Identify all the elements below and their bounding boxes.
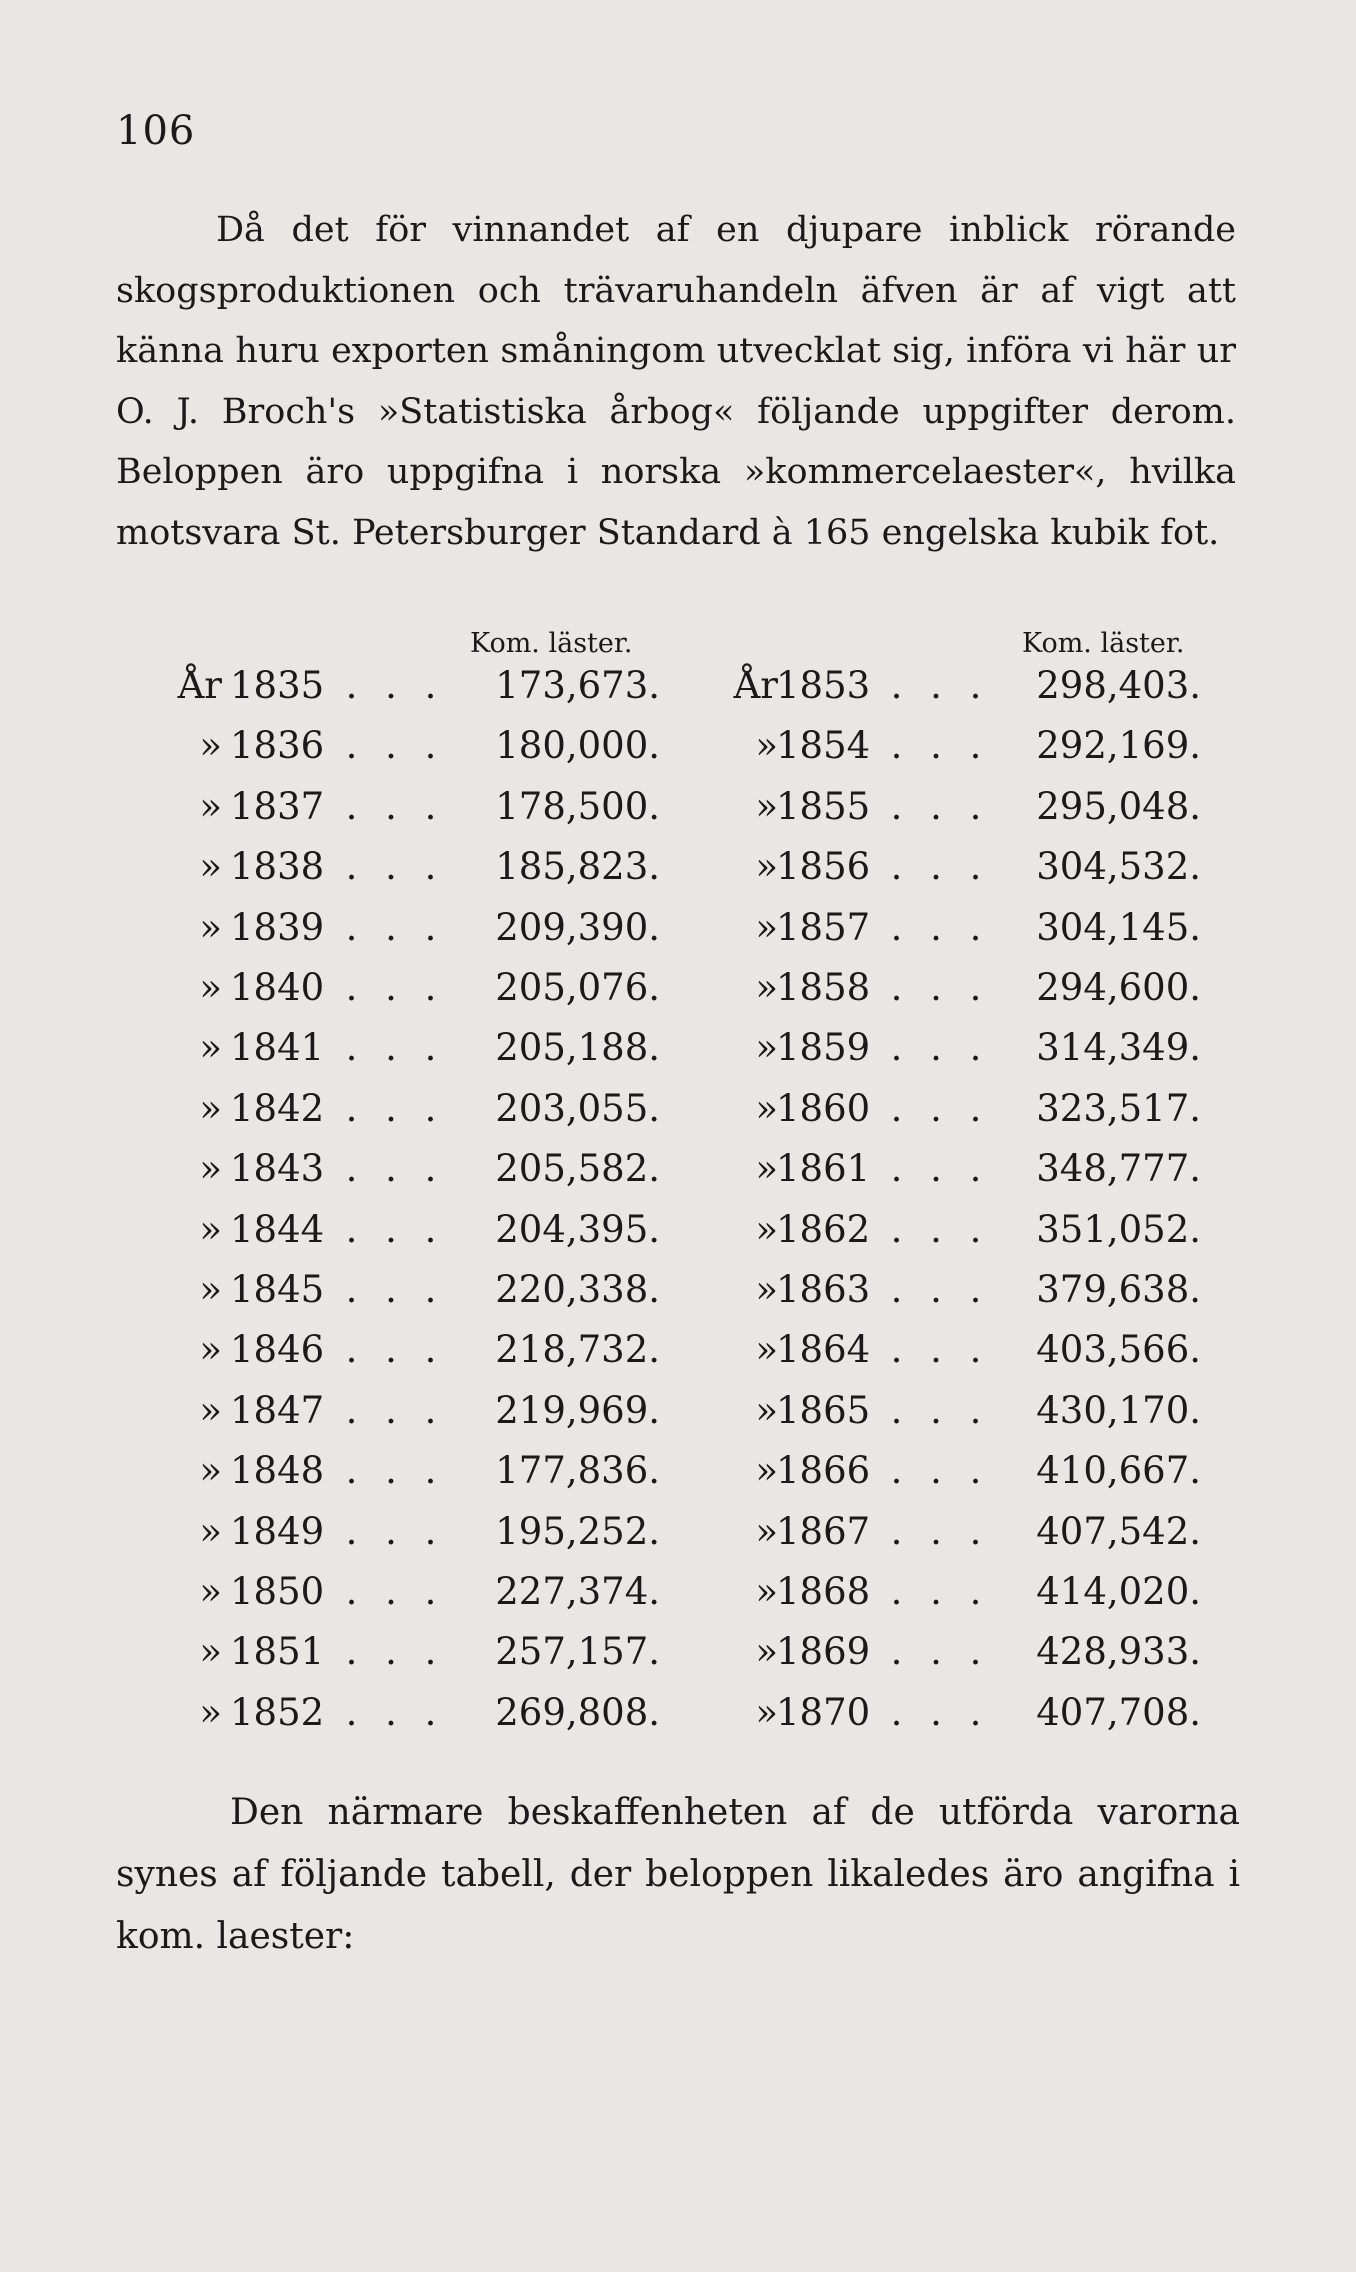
right-dots: . . .	[890, 1026, 990, 1070]
left-dots: . . .	[345, 1388, 445, 1432]
left-year: 1838	[230, 845, 325, 889]
left-dots: . . .	[345, 905, 445, 949]
right-year: 1869	[776, 1630, 871, 1674]
right-value: 351,052.	[1036, 1207, 1201, 1251]
column-header-right: Kom. läster.	[1022, 628, 1185, 659]
left-dots: . . .	[345, 664, 445, 707]
right-year: 1855	[776, 784, 871, 828]
table-row	[0, 1510, 1356, 1570]
right-year: 1854	[776, 724, 871, 768]
right-dots: . . .	[890, 784, 990, 828]
left-year: 1843	[230, 1147, 325, 1191]
right-prefix: »	[755, 905, 778, 949]
left-prefix: »	[199, 1147, 222, 1191]
left-year: 1847	[230, 1388, 325, 1432]
left-dots: . . .	[345, 1449, 445, 1493]
right-value: 430,170.	[1036, 1388, 1201, 1432]
right-prefix: »	[755, 1147, 778, 1191]
right-year: 1856	[776, 845, 871, 889]
left-year: 1851	[230, 1630, 325, 1674]
right-dots: . . .	[890, 1690, 990, 1734]
right-prefix: »	[755, 1388, 778, 1432]
left-year: 1846	[230, 1328, 325, 1372]
outro-paragraph	[116, 1782, 1240, 1968]
right-value: 304,145.	[1036, 905, 1201, 949]
left-value: 204,395.	[495, 1207, 660, 1251]
right-dots: . . .	[890, 1570, 990, 1613]
left-prefix: »	[199, 1207, 222, 1251]
right-prefix: »	[755, 966, 778, 1009]
right-year: 1861	[776, 1147, 871, 1191]
left-year: 1845	[230, 1268, 325, 1311]
right-dots: . . .	[890, 1630, 990, 1674]
right-year: 1864	[776, 1328, 871, 1372]
left-year: 1835	[230, 664, 325, 707]
right-dots: . . .	[890, 845, 990, 889]
right-year: 1868	[776, 1570, 871, 1613]
right-year: 1853	[776, 664, 871, 707]
right-year: 1857	[776, 905, 871, 949]
table-row	[0, 1449, 1356, 1509]
right-year: 1862	[776, 1207, 871, 1251]
table-row	[0, 906, 1356, 966]
table-row	[0, 664, 1356, 724]
left-prefix: »	[199, 845, 222, 889]
right-value: 314,349.	[1036, 1026, 1201, 1070]
right-value: 294,600.	[1036, 966, 1201, 1009]
left-dots: . . .	[345, 1509, 445, 1553]
left-value: 209,390.	[495, 905, 660, 949]
right-dots: . . .	[890, 1207, 990, 1251]
left-year: 1841	[230, 1026, 325, 1070]
left-dots: . . .	[345, 966, 445, 1009]
table-row	[0, 1268, 1356, 1328]
left-year: 1839	[230, 905, 325, 949]
right-value: 348,777.	[1036, 1147, 1201, 1191]
right-prefix: »	[755, 1328, 778, 1372]
table-row	[0, 1087, 1356, 1147]
right-prefix: »	[755, 1207, 778, 1251]
left-year: 1850	[230, 1570, 325, 1613]
left-dots: . . .	[345, 724, 445, 768]
left-value: 205,076.	[495, 966, 660, 1009]
intro-paragraph	[116, 200, 1236, 563]
right-prefix: »	[755, 1690, 778, 1734]
right-year: 1866	[776, 1449, 871, 1493]
left-prefix: »	[199, 784, 222, 828]
left-dots: . . .	[345, 1086, 445, 1130]
left-value: 218,732.	[495, 1328, 660, 1372]
right-year: 1865	[776, 1388, 871, 1432]
right-value: 428,933.	[1036, 1630, 1201, 1674]
left-value: 177,836.	[495, 1449, 660, 1493]
right-prefix: »	[755, 845, 778, 889]
left-value: 205,188.	[495, 1026, 660, 1070]
left-prefix: År	[177, 664, 222, 707]
right-year: 1863	[776, 1268, 871, 1311]
table-row	[0, 1147, 1356, 1207]
left-year: 1852	[230, 1690, 325, 1734]
left-dots: . . .	[345, 1026, 445, 1070]
left-dots: . . .	[345, 845, 445, 889]
left-value: 180,000.	[495, 724, 660, 768]
right-value: 407,708.	[1036, 1690, 1201, 1734]
left-value: 257,157.	[495, 1630, 660, 1674]
right-value: 298,403.	[1036, 664, 1201, 707]
right-prefix: »	[755, 1570, 778, 1613]
column-header-left: Kom. läster.	[470, 628, 633, 659]
outro-text: Den närmare beskaffenheten af de utförda varorna synes af följande tabell, der beloppen likaledes äro angifna i kom. laester:	[116, 1792, 1240, 1957]
left-prefix: »	[199, 1449, 222, 1493]
left-prefix: »	[199, 1630, 222, 1674]
left-value: 227,374.	[495, 1570, 660, 1613]
left-prefix: »	[199, 724, 222, 768]
left-year: 1836	[230, 724, 325, 768]
table-row	[0, 785, 1356, 845]
right-dots: . . .	[890, 1328, 990, 1372]
left-dots: . . .	[345, 1690, 445, 1734]
left-prefix: »	[199, 966, 222, 1009]
right-prefix: »	[755, 1268, 778, 1311]
left-prefix: »	[199, 905, 222, 949]
left-value: 220,338.	[495, 1268, 660, 1311]
right-dots: . . .	[890, 724, 990, 768]
table-row	[0, 1630, 1356, 1690]
left-year: 1842	[230, 1086, 325, 1130]
left-dots: . . .	[345, 1328, 445, 1372]
table-row	[0, 1026, 1356, 1086]
right-dots: . . .	[890, 966, 990, 1009]
right-value: 292,169.	[1036, 724, 1201, 768]
right-year: 1870	[776, 1690, 871, 1734]
right-prefix: »	[755, 1509, 778, 1553]
right-dots: . . .	[890, 1086, 990, 1130]
left-year: 1837	[230, 784, 325, 828]
right-value: 323,517.	[1036, 1086, 1201, 1130]
right-value: 407,542.	[1036, 1509, 1201, 1553]
right-prefix: »	[755, 1630, 778, 1674]
left-prefix: »	[199, 1388, 222, 1432]
left-dots: . . .	[345, 1630, 445, 1674]
left-value: 203,055.	[495, 1086, 660, 1130]
right-dots: . . .	[890, 664, 990, 707]
right-prefix: »	[755, 1026, 778, 1070]
left-prefix: »	[199, 1328, 222, 1372]
left-year: 1848	[230, 1449, 325, 1493]
right-value: 403,566.	[1036, 1328, 1201, 1372]
table-row	[0, 1389, 1356, 1449]
table-row	[0, 845, 1356, 905]
right-year: 1858	[776, 966, 871, 1009]
right-year: 1867	[776, 1509, 871, 1553]
right-year: 1860	[776, 1086, 871, 1130]
left-dots: . . .	[345, 1147, 445, 1191]
right-prefix: År	[733, 664, 778, 707]
right-dots: . . .	[890, 905, 990, 949]
left-value: 195,252.	[495, 1509, 660, 1553]
left-dots: . . .	[345, 1268, 445, 1311]
left-value: 185,823.	[495, 845, 660, 889]
left-year: 1844	[230, 1207, 325, 1251]
right-prefix: »	[755, 724, 778, 768]
left-year: 1840	[230, 966, 325, 1009]
left-value: 178,500.	[495, 784, 660, 828]
left-value: 173,673.	[495, 664, 660, 707]
left-value: 205,582.	[495, 1147, 660, 1191]
right-year: 1859	[776, 1026, 871, 1070]
right-value: 414,020.	[1036, 1570, 1201, 1613]
right-prefix: »	[755, 1086, 778, 1130]
right-dots: . . .	[890, 1509, 990, 1553]
right-value: 379,638.	[1036, 1268, 1201, 1311]
table-row	[0, 1691, 1356, 1751]
table-row	[0, 1208, 1356, 1268]
table-row	[0, 1570, 1356, 1630]
right-dots: . . .	[890, 1268, 990, 1311]
left-prefix: »	[199, 1026, 222, 1070]
right-value: 304,532.	[1036, 845, 1201, 889]
left-dots: . . .	[345, 1570, 445, 1613]
right-dots: . . .	[890, 1449, 990, 1493]
right-dots: . . .	[890, 1388, 990, 1432]
left-dots: . . .	[345, 1207, 445, 1251]
left-dots: . . .	[345, 784, 445, 828]
left-value: 219,969.	[495, 1388, 660, 1432]
left-prefix: »	[199, 1690, 222, 1734]
table-row	[0, 966, 1356, 1026]
right-value: 295,048.	[1036, 784, 1201, 828]
right-value: 410,667.	[1036, 1449, 1201, 1493]
table-row	[0, 724, 1356, 784]
table-row	[0, 1328, 1356, 1388]
right-prefix: »	[755, 1449, 778, 1493]
right-prefix: »	[755, 784, 778, 828]
right-dots: . . .	[890, 1147, 990, 1191]
left-value: 269,808.	[495, 1690, 660, 1734]
left-prefix: »	[199, 1086, 222, 1130]
left-prefix: »	[199, 1570, 222, 1613]
left-year: 1849	[230, 1509, 325, 1553]
left-prefix: »	[199, 1509, 222, 1553]
page-number: 106	[116, 108, 196, 154]
intro-text: Då det för vinnandet af en djupare inblick rörande skogsproduktionen och trävaruhandeln äfven är af vigt att känna huru exporten småningom utvecklat sig, införa vi här ur O. J. Broch's »Statistiska årbog« följande uppgifter derom. Beloppen äro uppgifna i norska »kommercelaester«, hvilka motsvara St. Petersburger Standard à 165 engelska kubik fot.	[116, 210, 1236, 553]
left-prefix: »	[199, 1268, 222, 1311]
